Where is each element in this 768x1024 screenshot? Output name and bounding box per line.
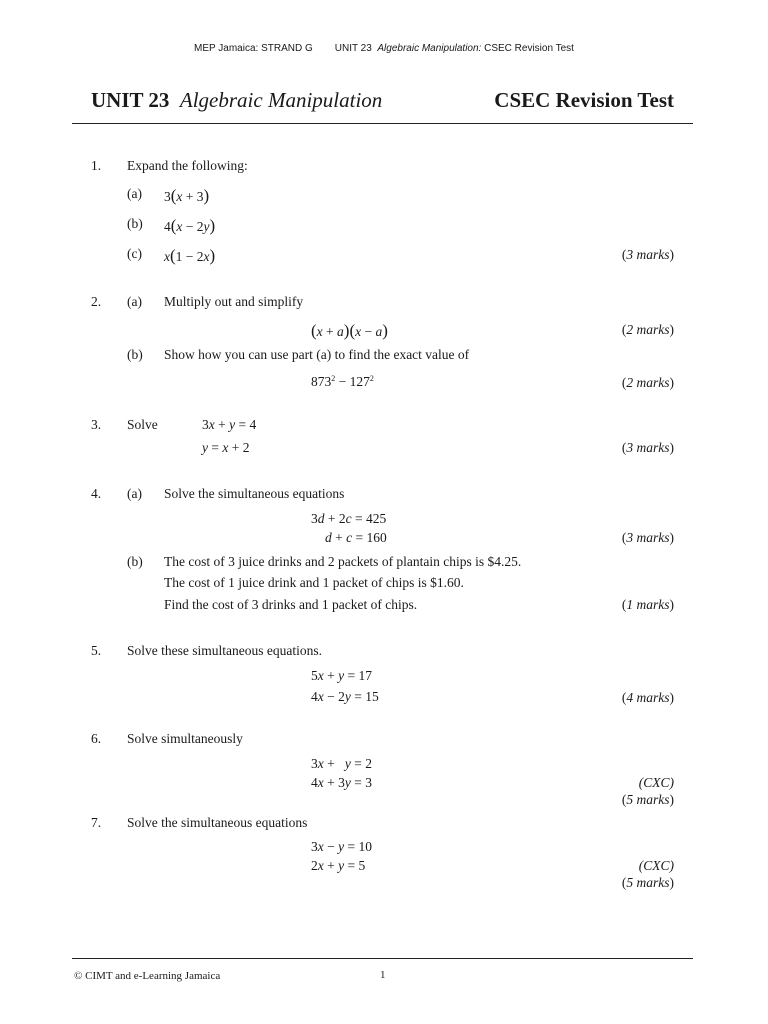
q5-number: 5. bbox=[91, 643, 102, 658]
q2a-expression: (x + a)(x − a) bbox=[311, 321, 388, 340]
q2b-text: Show how you can use part (a) to find the exact value of bbox=[164, 347, 470, 362]
running-header-topic: Algebraic Manipulation: bbox=[377, 43, 482, 54]
q4a-equation-2: d + c = 160 bbox=[325, 530, 387, 545]
title-topic: Algebraic Manipulation bbox=[179, 88, 383, 112]
q2b-label: (b) bbox=[127, 347, 143, 362]
page-number: 1 bbox=[380, 969, 386, 981]
q1c-expression: x(1 − 2x) bbox=[164, 246, 216, 265]
q7-number: 7. bbox=[91, 815, 102, 830]
q3-marks: (3 marks) bbox=[621, 440, 674, 455]
q4b-line-1: The cost of 3 juice drinks and 2 packets of plantain chips is $4.25. bbox=[164, 554, 522, 569]
q3-number: 3. bbox=[91, 417, 102, 432]
q4-number: 4. bbox=[91, 486, 102, 501]
q1b-expression: 4(x − 2y) bbox=[164, 216, 216, 235]
q1-instruction: Expand the following: bbox=[127, 158, 248, 173]
page-title bbox=[91, 88, 382, 113]
q5-equation-2: 4x − 2y = 15 bbox=[311, 689, 379, 704]
q5-instruction: Solve these simultaneous equations. bbox=[127, 643, 322, 658]
q4b-line-3: Find the cost of 3 drinks and 1 packet of chips. bbox=[164, 597, 418, 612]
q1-number: 1. bbox=[91, 158, 102, 173]
q4b-line-2: The cost of 1 juice drink and 1 packet of chips is $1.60. bbox=[164, 575, 464, 590]
running-header-unit: UNIT 23 bbox=[334, 43, 372, 54]
q6-source: (CXC) bbox=[638, 775, 674, 790]
q2-number: 2. bbox=[91, 294, 102, 309]
q2a-marks: (2 marks) bbox=[621, 322, 674, 337]
running-header-test: CSEC Revision Test bbox=[484, 43, 574, 54]
title-test: CSEC Revision Test bbox=[494, 88, 674, 112]
title-rule bbox=[72, 123, 693, 124]
q6-marks: (5 marks) bbox=[621, 792, 674, 807]
running-header-strand: MEP Jamaica: STRAND G bbox=[194, 43, 313, 54]
q7-marks: (5 marks) bbox=[621, 875, 674, 890]
q2a-label: (a) bbox=[127, 294, 142, 309]
q5-equation-1: 5x + y = 17 bbox=[311, 668, 372, 683]
q2b-expression: $873^2 - 127^2$ bbox=[311, 374, 374, 389]
q1a-expression: 3(x + 3) bbox=[164, 186, 210, 205]
q1-marks: (3 marks) bbox=[621, 247, 674, 262]
running-header bbox=[0, 43, 768, 54]
q6-equation-1: 3x + y = 2 bbox=[311, 756, 372, 771]
q7-equation-2: 2x + y = 5 bbox=[311, 858, 366, 873]
q6-equation-2: 4x + 3y = 3 bbox=[311, 775, 372, 790]
q3-instruction: Solve bbox=[127, 417, 158, 432]
q7-instruction: Solve the simultaneous equations bbox=[127, 815, 308, 830]
q4a-label: (a) bbox=[127, 486, 142, 501]
q4b-label: (b) bbox=[127, 554, 143, 569]
q1a-label: (a) bbox=[127, 186, 142, 201]
q4a-text: Solve the simultaneous equations bbox=[164, 486, 345, 501]
title-unit: UNIT 23 bbox=[91, 88, 170, 112]
q6-number: 6. bbox=[91, 731, 102, 746]
q1c-label: (c) bbox=[127, 246, 142, 261]
q1b-label: (b) bbox=[127, 216, 143, 231]
q3-equation-2: y = x + 2 bbox=[202, 440, 250, 455]
q2b-marks: (2 marks) bbox=[621, 375, 674, 390]
footer-rule bbox=[72, 958, 693, 959]
q6-instruction: Solve simultaneously bbox=[127, 731, 243, 746]
q7-source: (CXC) bbox=[638, 858, 674, 873]
q4a-marks: (3 marks) bbox=[621, 530, 674, 545]
footer-copyright: © CIMT and e-Learning Jamaica bbox=[74, 970, 221, 982]
q4a-equation-1: 3d + 2c = 425 bbox=[311, 511, 387, 526]
q4b-marks: (1 marks) bbox=[621, 597, 674, 612]
q7-equation-1: 3x − y = 10 bbox=[311, 839, 372, 854]
q2a-text: Multiply out and simplify bbox=[164, 294, 304, 309]
q5-marks: (4 marks) bbox=[621, 690, 674, 705]
q3-equation-1: 3x + y = 4 bbox=[202, 417, 257, 432]
